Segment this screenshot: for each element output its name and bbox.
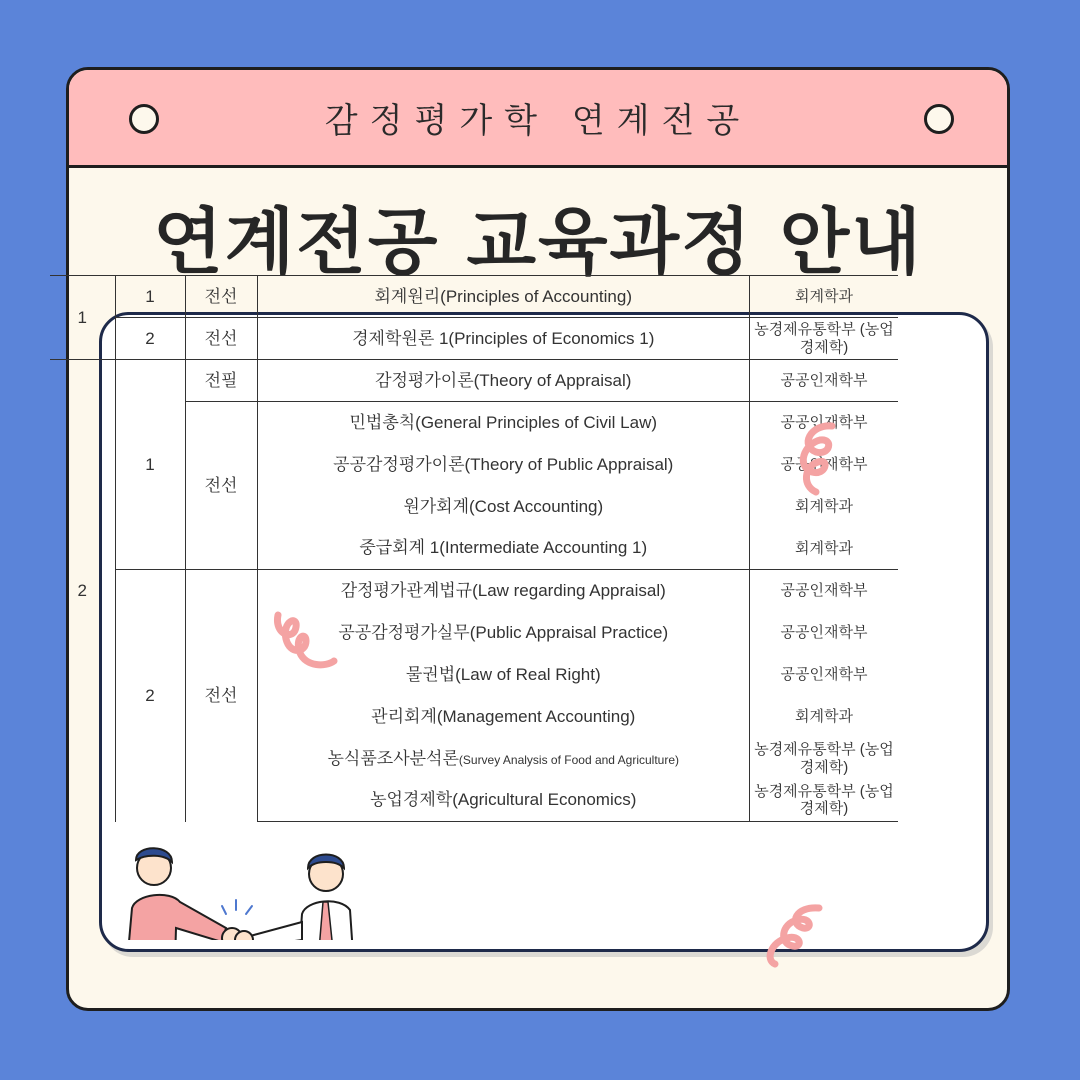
course-cell: 회계원리(Principles of Accounting) xyxy=(257,276,750,318)
semester-cell: 2 xyxy=(115,570,185,822)
year-cell: 2 xyxy=(50,360,115,822)
dept-cell: 공공인재학부 xyxy=(750,444,899,486)
banner-title: 감정평가학 연계전공 xyxy=(324,101,752,141)
swirl-decoration-icon xyxy=(270,605,340,675)
course-cell: 경제학원론 1(Principles of Economics 1) xyxy=(257,318,750,360)
swirl-decoration-icon xyxy=(755,900,825,970)
course-cell: 감정평가이론(Theory of Appraisal) xyxy=(257,360,750,402)
course-cell: 물권법(Law of Real Right) xyxy=(257,654,750,696)
course-cell: 관리회계(Management Accounting) xyxy=(257,696,750,738)
table-row xyxy=(50,318,898,360)
semester-cell: 2 xyxy=(115,318,185,360)
handshake-people-icon xyxy=(40,790,380,940)
course-cell: 공공감정평가실무(Public Appraisal Practice) xyxy=(257,612,750,654)
dept-cell: 회계학과 xyxy=(750,276,899,318)
course-english-name: (Survey Analysis of Food and Agriculture) xyxy=(458,752,679,767)
dept-cell: 공공인재학부 xyxy=(750,612,899,654)
dept-cell: 회계학과 xyxy=(750,486,899,528)
table-row xyxy=(50,276,898,318)
semester-cell: 1 xyxy=(115,360,185,570)
type-cell: 전선 xyxy=(185,276,257,318)
course-cell: 농업경제학(Agricultural Economics) xyxy=(257,780,750,822)
dept-cell: 농경제유통학부 (농업경제학) xyxy=(750,318,899,360)
type-cell: 전필 xyxy=(185,360,257,402)
curriculum-table xyxy=(50,275,898,822)
dept-cell: 농경제유통학부 (농업경제학) xyxy=(750,738,899,780)
course-cell: 중급회계 1(Intermediate Accounting 1) xyxy=(257,528,750,570)
course-cell: 원가회계(Cost Accounting) xyxy=(257,486,750,528)
course-name: 농식품조사분석론 xyxy=(327,748,459,768)
dept-cell: 공공인재학부 xyxy=(750,654,899,696)
type-cell: 전선 xyxy=(185,318,257,360)
table-row xyxy=(50,360,898,402)
type-cell: 전선 xyxy=(185,402,257,570)
binder-ring-right-icon xyxy=(924,104,954,134)
type-cell: 전선 xyxy=(185,570,257,822)
dept-cell: 공공인재학부 xyxy=(750,570,899,612)
course-cell xyxy=(257,738,750,780)
course-cell: 민법총칙(General Principles of Civil Law) xyxy=(257,402,750,444)
page-title: 연계전공 교육과정 안내 xyxy=(153,200,923,284)
table-row xyxy=(50,570,898,612)
swirl-decoration-icon xyxy=(790,418,850,498)
dept-cell: 공공인재학부 xyxy=(750,402,899,444)
dept-cell: 공공인재학부 xyxy=(750,360,899,402)
dept-cell: 농경제유통학부 (농업경제학) xyxy=(750,780,899,822)
banner xyxy=(69,70,1007,168)
course-cell: 공공감정평가이론(Theory of Public Appraisal) xyxy=(257,444,750,486)
course-cell: 감정평가관계법규(Law regarding Appraisal) xyxy=(257,570,750,612)
dept-cell: 회계학과 xyxy=(750,696,899,738)
year-cell: 1 xyxy=(50,276,115,360)
semester-cell: 1 xyxy=(115,276,185,318)
dept-cell: 회계학과 xyxy=(750,528,899,570)
